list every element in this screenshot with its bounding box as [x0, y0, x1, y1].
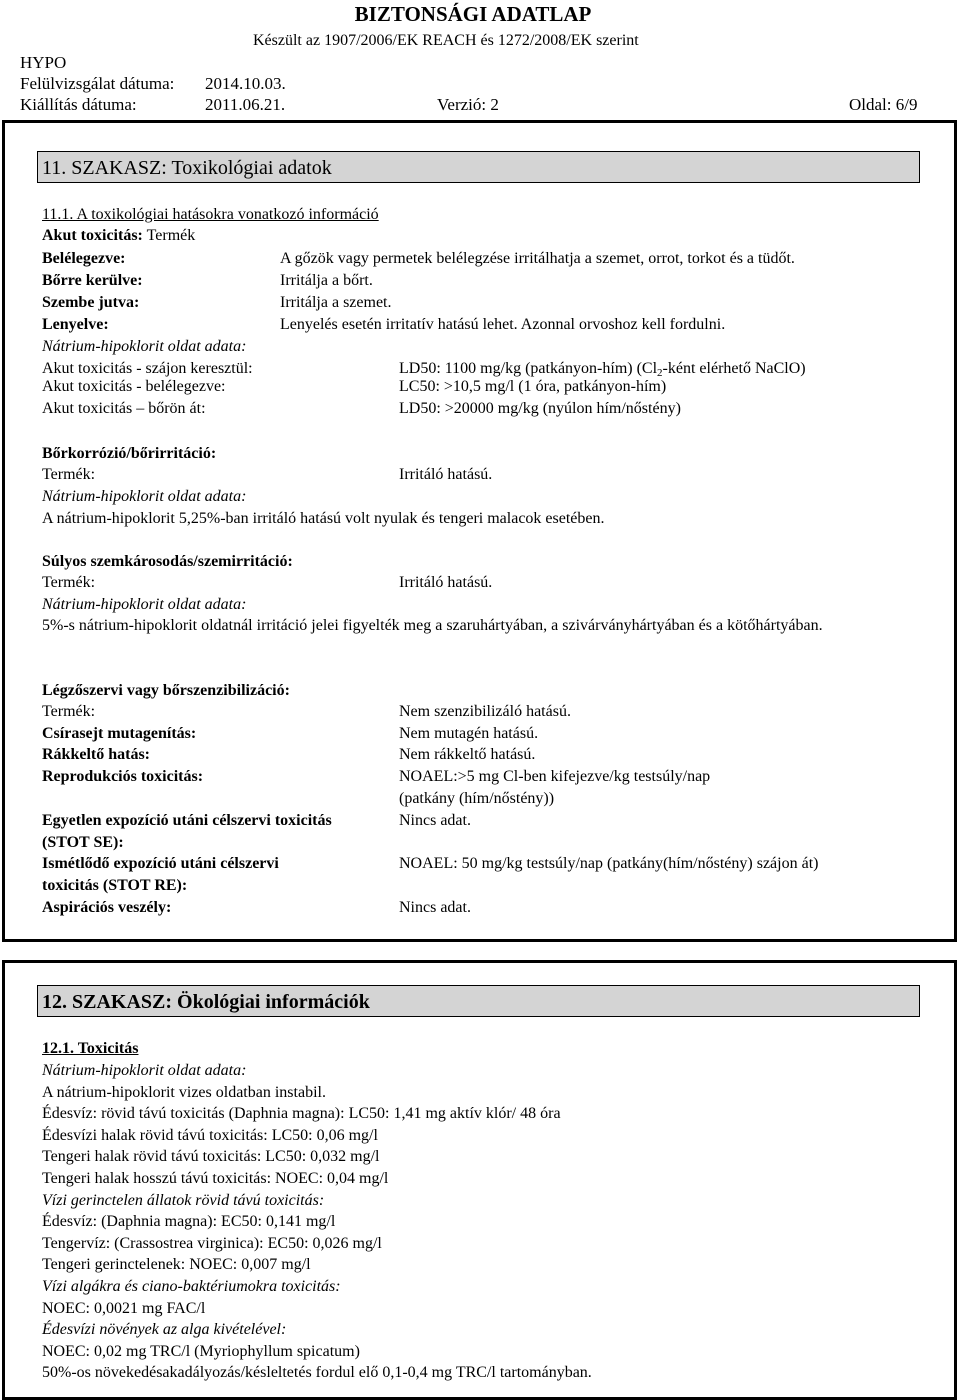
inhalation-label: Belélegezve:: [42, 250, 126, 267]
ingestion-label: Lenyelve:: [42, 316, 109, 333]
stot-re-label-2: toxicitás (STOT RE):: [42, 877, 188, 894]
eye-damage-naclo-label: Nátrium-hipoklorit oldat adata:: [42, 596, 247, 613]
issue-date-label: Kiállítás dátuma:: [20, 95, 137, 114]
section-11-heading: 11. SZAKASZ: Toxikológiai adatok: [37, 151, 920, 183]
eye-damage-heading: Súlyos szemkárosodás/szemirritáció:: [42, 553, 293, 570]
skin-corrosion-product-label: Termék:: [42, 466, 96, 483]
document-title: [0, 4, 960, 26]
mutagenicity-value: Nem mutagén hatású.: [399, 725, 539, 742]
section-12-1-heading: 12.1. Toxicitás: [42, 1040, 139, 1057]
ecotoxicity-subheading: Vízi algákra és ciano-baktériumokra toxicitás:: [42, 1278, 341, 1295]
mutagenicity-label: Csírasejt mutagenítás:: [42, 725, 197, 742]
eye-damage-product-label: Termék:: [42, 574, 96, 591]
aspiration-value: Nincs adat.: [399, 899, 471, 916]
reproductive-value-1: NOAEL:>5 mg Cl-ben kifejezve/kg testsúly/nap: [399, 768, 711, 785]
ecotoxicity-line: Édesvízi halak rövid távú toxicitás: LC50: 0,06 mg/l: [42, 1126, 378, 1144]
ecotoxicity-line: NOEC: 0,0021 mg FAC/l: [42, 1299, 206, 1317]
version: Verzió: 2: [437, 95, 499, 114]
regulation-line: Készült az 1907/2006/EK REACH és 1272/2008/EK szerint: [253, 32, 639, 49]
reproductive-value-2: (patkány (hím/nőstény)): [399, 790, 555, 807]
stot-re-value: NOAEL: 50 mg/kg testsúly/nap (patkány(hím/nőstény) szájon át): [399, 855, 819, 872]
stot-se-label-2: (STOT SE):: [42, 834, 124, 851]
ecotoxicity-subheading: Nátrium-hipoklorit oldat adata:: [42, 1062, 247, 1079]
naclo-data-label: Nátrium-hipoklorit oldat adata:: [42, 338, 247, 355]
sensitization-product-label: Termék:: [42, 703, 96, 720]
oral-value-part-a: LD50: 1100 mg/kg (patkányon-hím) (Cl: [399, 360, 658, 377]
ecotoxicity-subheading: Édesvízi növények az alga kivételével:: [42, 1321, 287, 1339]
sensitization-value: Nem szenzibilizáló hatású.: [399, 703, 571, 720]
ecotoxicity-line: Tengeri halak hosszú távú toxicitás: NOEC: 0,04 mg/l: [42, 1170, 389, 1187]
eye-damage-product-value: Irritáló hatású.: [399, 574, 493, 591]
oral-toxicity-label: Akut toxicitás - szájon keresztül:: [42, 360, 253, 377]
page-number: Oldal: 6/9: [849, 95, 918, 114]
reproductive-label: Reprodukciós toxicitás:: [42, 768, 204, 785]
section-11-1-heading: 11.1. A toxikológiai hatásokra vonatkozó információ: [42, 206, 379, 223]
eye-label: Szembe jutva:: [42, 294, 140, 311]
ecotoxicity-line: A nátrium-hipoklorit vizes oldatban instabil.: [42, 1083, 326, 1101]
ecotoxicity-line: Édesvíz: rövid távú toxicitás (Daphnia magna): LC50: 1,41 mg aktív klór/ 48 óra: [42, 1105, 561, 1123]
skin-corrosion-naclo-label: Nátrium-hipoklorit oldat adata:: [42, 488, 247, 505]
ecotoxicity-subheading: Vízi gerinctelen állatok rövid távú toxicitás:: [42, 1191, 325, 1209]
carcinogenicity-label: Rákkeltő hatás:: [42, 746, 151, 763]
ecotoxicity-line: Édesvíz: (Daphnia magna): EC50: 0,141 mg/l: [42, 1213, 336, 1231]
skin-corrosion-heading: Bőrkorrózió/bőrirritáció:: [42, 445, 217, 462]
revision-date-label: Felülvizsgálat dátuma:: [20, 74, 175, 93]
revision-date: 2014.10.03.: [205, 74, 286, 93]
acute-toxicity-row: [42, 225, 195, 247]
inhalation-value: A gőzök vagy permetek belélegzése irritálhatja a szemet, orrot, torkot és a tüdőt.: [280, 250, 795, 267]
skin-corrosion-naclo-text: A nátrium-hipoklorit 5,25%-ban irritáló hatású volt nyulak és tengeri malacok esetében.: [42, 510, 605, 527]
skin-value: Irritálja a bőrt.: [280, 272, 373, 289]
eye-value: Irritálja a szemet.: [280, 294, 392, 311]
issue-date: 2011.06.21.: [205, 95, 286, 114]
eye-damage-text: 5%-s nátrium-hipoklorit oldatnál irritáció jelei figyelték meg a szaruhártyában, a szivárványhártyában és a kötőhártyában.: [42, 617, 823, 634]
skin-label: Bőrre kerülve:: [42, 272, 143, 289]
dermal-toxicity-label: Akut toxicitás – bőrön át:: [42, 400, 206, 417]
acute-toxicity-value: Termék: [142, 227, 196, 244]
skin-corrosion-product-value: Irritáló hatású.: [399, 466, 493, 483]
carcinogenicity-value: Nem rákkeltő hatású.: [399, 746, 536, 763]
section-12-heading: 12. SZAKASZ: Ökológiai információk: [37, 985, 920, 1017]
oral-value-part-b: -ként elérhető NaClO): [662, 360, 806, 377]
stot-se-value: Nincs adat.: [399, 812, 471, 829]
stot-se-label-1: Egyetlen expozíció utáni célszervi toxicitás: [42, 812, 332, 829]
product-name: HYPO: [20, 53, 67, 72]
dermal-toxicity-value: LD50: >20000 mg/kg (nyúlon hím/nőstény): [399, 400, 681, 417]
inhalation-toxicity-value: LC50: >10,5 mg/l (1 óra, patkányon-hím): [399, 378, 667, 395]
document-title-text: BIZTONSÁGI ADATLAP: [354, 2, 592, 26]
ecotoxicity-line: Tengeri gerinctelenek: NOEC: 0,007 mg/l: [42, 1256, 311, 1274]
ecotoxicity-line: 50%-os növekedésakadályozás/késleltetés fordul elő 0,1-0,4 mg TRC/l tartományban.: [42, 1364, 592, 1382]
sensitization-heading: Légzőszervi vagy bőrszenzibilizáció:: [42, 682, 290, 699]
aspiration-label: Aspirációs veszély:: [42, 899, 172, 916]
ecotoxicity-line: Tengeri halak rövid távú toxicitás: LC50: 0,032 mg/l: [42, 1148, 380, 1166]
stot-re-label-1: Ismétlődő expozíció utáni célszervi: [42, 855, 279, 872]
ingestion-value: Lenyelés esetén irritatív hatású lehet. Azonnal orvoshoz kell fordulni.: [280, 316, 726, 333]
acute-toxicity-label: Akut toxicitás:: [42, 227, 143, 244]
inhalation-toxicity-label: Akut toxicitás - belélegezve:: [42, 378, 226, 395]
ecotoxicity-line: Tengervíz: (Crassostrea virginica): EC50: 0,026 mg/l: [42, 1234, 382, 1252]
oral-value-subscript: 2: [657, 367, 663, 379]
ecotoxicity-line: NOEC: 0,02 mg TRC/l (Myriophyllum spicatum): [42, 1342, 360, 1360]
